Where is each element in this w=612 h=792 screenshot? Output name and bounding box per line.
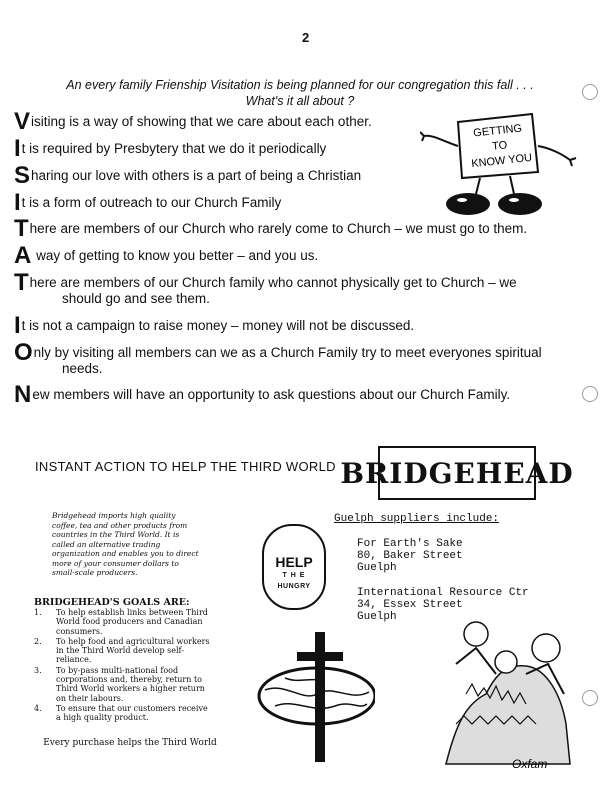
goals-title: BRIDGEHEAD'S GOALS ARE: [34, 597, 190, 608]
oxfam-caption: Oxfam [512, 757, 548, 771]
goal-text: To ensure that our customers receive a high quality product. [56, 703, 208, 723]
acrostic-text: way of getting to know you better – and you us. [32, 248, 319, 263]
bridgehead-blurb: Bridgehead imports high quality coffee, tea and other products from countries in the Third World. It is called an alternative trading organization and enables you to direct more of your consumer dollars to small-scale producers. [52, 511, 199, 577]
acrostic-initial: S [14, 162, 31, 189]
goal-text: To by-pass multi-national food corporations and, thereby, return to Third World workers a higher return on their labours. [56, 665, 205, 703]
supplier-city: Guelph [357, 611, 397, 623]
acrostic-continuation: should go and see them. [62, 291, 210, 306]
page-number: 2 [302, 30, 310, 45]
acrostic-text: t is required by Presbytery that we do it periodically [21, 141, 327, 156]
goals-list [34, 608, 214, 724]
intro [20, 77, 580, 109]
getting-to-know-you-sign [420, 112, 580, 220]
acrostic-initial: I [14, 312, 21, 339]
goal-item [34, 704, 214, 723]
acrostic-text: isiting is a way of showing that we care about each other. [31, 114, 372, 129]
purchase-note: Every purchase helps the Third World [43, 738, 217, 748]
acrostic-initial: T [14, 269, 29, 296]
acrostic-line-o [14, 339, 589, 377]
third-world-title: INSTANT ACTION TO HELP THE THIRD WORLD [35, 459, 336, 474]
legs-icon [476, 176, 514, 194]
acrostic-initial: I [14, 135, 21, 162]
goal-number: 4. [34, 703, 42, 713]
acrostic-text: here are members of our Church who rarely come to Church – we must go to them. [29, 221, 528, 236]
oxfam-illustration [436, 604, 576, 772]
supplier-address [357, 538, 463, 574]
goal-number: 1. [34, 608, 42, 617]
acrostic-text: t is not a campaign to raise money – money will not be discussed. [21, 318, 415, 333]
hungry-word: HUNGRY [277, 583, 311, 590]
supplier-city: Guelph [357, 562, 397, 574]
acrostic-line-i3 [14, 312, 574, 339]
acrostic-text: haring our love with others is a part of being a Christian [31, 168, 362, 183]
acrostic-text: t is a form of outreach to our Church Family [21, 195, 282, 210]
intro-line-1: An every family Frienship Visitation is being planned for our congregation this fall . . . [66, 78, 534, 92]
the-word: T H E [282, 572, 306, 579]
acrostic-initial: A [14, 242, 32, 269]
binder-hole [582, 84, 598, 100]
acrostic-text: here are members of our Church family who cannot physically get to Church – we [29, 275, 517, 290]
left-shoe-icon [446, 193, 490, 215]
help-word: HELP [275, 554, 313, 570]
cross-globe-icon [255, 632, 375, 762]
goal-item [34, 608, 214, 636]
acrostic-line-a [14, 242, 574, 269]
goal-item [34, 666, 214, 703]
goal-text: To help food and agricultural workers in the Third World develop self-reliance. [56, 636, 210, 665]
binder-hole [582, 386, 598, 402]
binder-hole [582, 690, 598, 706]
acrostic-line-t [14, 215, 589, 242]
acrostic-line-n [14, 381, 574, 408]
acrostic-initial: O [14, 339, 33, 366]
right-arm-icon [538, 146, 576, 166]
sign-line-2: TO [491, 139, 508, 153]
left-arm-icon [420, 132, 458, 146]
supplier-name: For Earth's Sake [357, 538, 463, 550]
right-shoe-icon [498, 193, 542, 215]
supplier-street: 80, Baker Street [357, 550, 463, 562]
supplier-street: 34, Essex Street [357, 599, 463, 611]
acrostic-initial: V [14, 108, 31, 135]
intro-line-2: What's it all about ? [245, 94, 355, 108]
goal-text: To help establish links between Third World food producers and Canadian consumers. [56, 608, 208, 636]
acrostic-text: nly by visiting all members can we as a Church Family try to meet everyones spiritual [33, 345, 542, 360]
bridgehead-logo-text: BRIDGEHEAD [340, 456, 574, 490]
sign-line-1: GETTING [472, 122, 523, 140]
goal-number: 3. [34, 665, 42, 675]
acrostic-continuation: needs. [62, 361, 103, 376]
bridgehead-logo [340, 446, 574, 500]
help-the-hungry-badge [262, 524, 326, 610]
sign-line-3: KNOW YOU [470, 151, 533, 171]
goal-item [34, 637, 214, 665]
acrostic-line-t2 [14, 269, 574, 307]
acrostic-text: ew members will have an opportunity to ask questions about our Church Family. [32, 387, 511, 402]
acrostic-initial: N [14, 381, 32, 408]
suppliers-heading: Guelph suppliers include: [334, 513, 500, 525]
acrostic-initial: T [14, 215, 29, 242]
supplier-name: International Resource Ctr [357, 587, 529, 599]
acrostic-initial: I [14, 189, 21, 216]
goal-number: 2. [34, 636, 42, 646]
